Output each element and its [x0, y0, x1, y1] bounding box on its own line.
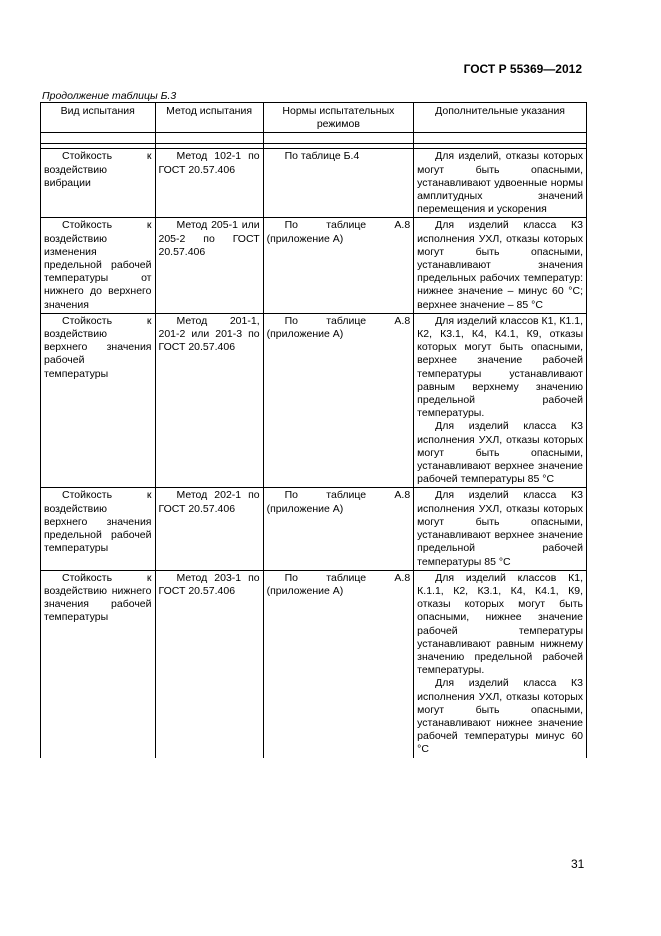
note-paragraph: Для изделий классов К1, К.1.1, К2, К3.1, К4, К4.1, К9, отказы которых могут быть опасными, нижнее значение рабочей температуры устанавливают равным нижнему значению предельной рабочей температуры. [417, 571, 583, 677]
page-number: 31 [571, 857, 585, 871]
note-paragraph: Для изделий классов К1, К1.1, К2, К3.1, К4, К4.1, К9, отказы которых могут быть опасными, верхнее значение рабочей температуры устанавливают равным верхнему значению предельной рабочей температуры. [417, 314, 583, 420]
table-row [41, 488, 587, 570]
notes-cell [414, 488, 587, 570]
test-type-cell: Стойкость к воздействию нижнего значения рабочей температуры [41, 570, 156, 757]
notes-cell [414, 218, 587, 313]
test-method-cell: Метод 102-1 по ГОСТ 20.57.406 [155, 149, 263, 218]
test-norms-cell: По таблице Б.4 [263, 149, 414, 218]
note-paragraph: Для изделий класса К3 исполнения УХЛ, отказы которых могут быть опасными, устанавливают нижнее значение рабочей температуры минус 60 °С [417, 677, 583, 756]
column-header: Дополнительные указания [414, 103, 587, 133]
test-table [40, 102, 587, 758]
table-row [41, 570, 587, 757]
note-paragraph: Для изделий класса К3 исполнения УХЛ, отказы которых могут быть опасными, устанавливают значения предельных рабочих температур: нижнее значение – минус 60 °С; верхнее значение – 85 °С [417, 219, 583, 311]
column-header: Метод испытания [155, 103, 263, 133]
table-row [41, 149, 587, 218]
note-paragraph: Для изделий, отказы которых могут быть опасными, устанавливают удвоенные нормы амплитудных значений перемещения и ускорения [417, 150, 583, 216]
test-norms-cell: По таблице А.8 (приложение А) [263, 218, 414, 313]
test-type-cell: Стойкость к воздействию изменения предельной рабочей температуры от нижнего до верхнего значения [41, 218, 156, 313]
test-method-cell: Метод 202-1 по ГОСТ 20.57.406 [155, 488, 263, 570]
spacer-row [41, 133, 587, 144]
column-header: Вид испытания [41, 103, 156, 133]
test-type-cell: Стойкость к воздействию верхнего значения предельной рабочей температуры [41, 488, 156, 570]
table-body [41, 133, 587, 758]
notes-cell [414, 313, 587, 488]
document-id: ГОСТ Р 55369—2012 [463, 62, 582, 76]
test-method-cell: Метод 201-1, 201-2 или 201-3 по ГОСТ 20.57.406 [155, 313, 263, 488]
test-method-cell: Метод 205-1 или 205-2 по ГОСТ 20.57.406 [155, 218, 263, 313]
column-header: Нормы испытательных режимов [263, 103, 414, 133]
table-row [41, 313, 587, 488]
test-type-cell: Стойкость к воздействию верхнего значения рабочей температуры [41, 313, 156, 488]
note-paragraph: Для изделий класса К3 исполнения УХЛ, отказы которых могут быть опасными, устанавливают верхнее значение предельной рабочей температуры 85 °С [417, 489, 583, 568]
test-method-cell: Метод 203-1 по ГОСТ 20.57.406 [155, 570, 263, 757]
table-caption: Продолжение таблицы Б.3 [42, 90, 177, 102]
test-norms-cell: По таблице А.8 (приложение А) [263, 313, 414, 488]
notes-cell [414, 149, 587, 218]
test-norms-cell: По таблице А.8 (приложение А) [263, 488, 414, 570]
notes-cell [414, 570, 587, 757]
table-header-row [41, 103, 587, 133]
table-row [41, 218, 587, 313]
note-paragraph: Для изделий класса К3 исполнения УХЛ, отказы которых могут быть опасными, устанавливают верхнее значение рабочей температуры 85 °С [417, 420, 583, 486]
test-type-cell: Стойкость к воздействию вибрации [41, 149, 156, 218]
test-norms-cell: По таблице А.8 (приложение А) [263, 570, 414, 757]
